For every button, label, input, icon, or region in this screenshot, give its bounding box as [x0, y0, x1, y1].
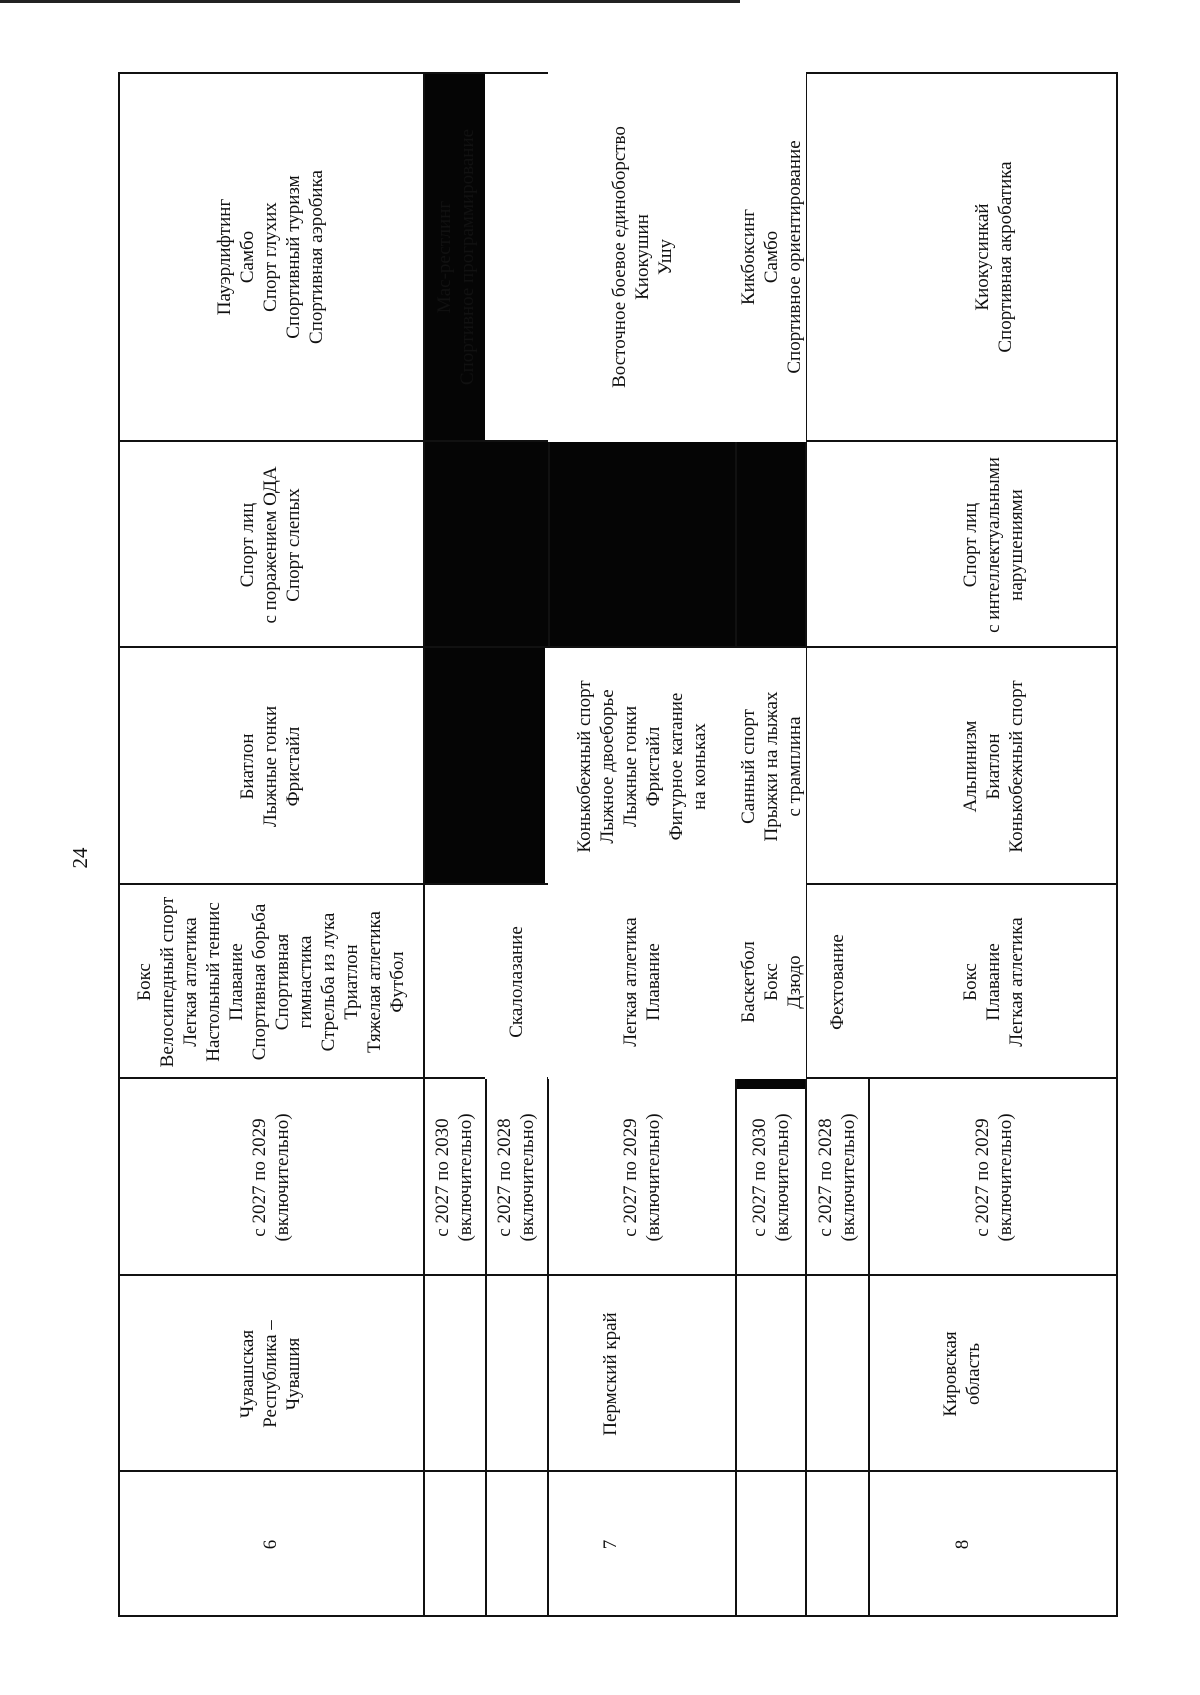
row-number: 8	[951, 1539, 973, 1550]
redaction-block	[488, 442, 548, 648]
adaptive-sports: Спорт лиц с интеллектуальными нарушениями	[960, 457, 1027, 633]
period: с 2027 по 2029 (включительно)	[971, 1113, 1016, 1242]
period: с 2027 по 2030 (включительно)	[432, 1113, 476, 1242]
olympic-winter-sports: Альпинизм Биатлон Конькобежный спорт	[960, 680, 1027, 853]
period: с 2027 по 2029 (включительно)	[620, 1113, 664, 1242]
olympic-summer-sports: Легкая атлетика Плавание	[548, 885, 736, 1079]
adaptive-sports: Спорт лиц с поражением ОДА Спорт слепых	[237, 466, 304, 624]
olympic-summer-sports: Бокс Велосипедный спорт Легкая атлетика Настольный теннис Плавание Спортивная борьба Спортивная гимнастика Стрельба из лука Триатлон Тяжелая атлетика Футбол	[133, 896, 408, 1068]
olympic-winter-sports: Конькобежный спорт Лыжное двоеборье Лыжные гонки Фристайл Фигурное катание на коньках	[548, 648, 736, 885]
sports-table	[118, 72, 1118, 1617]
olympic-winter-sports: Биатлон Лыжные гонки Фристайл	[237, 705, 304, 828]
scan-edge-line	[0, 0, 740, 3]
olympic-summer-sports: Баскетбол Бокс Дзюдо	[736, 885, 806, 1079]
non-olympic-sports: Пауэрлифтинг Самбо Спорт глухих Спортивный туризм Спортивная аэробика	[214, 170, 327, 344]
region-name: Кировская область	[940, 1331, 984, 1417]
non-olympic-sports: Киокусинкай Спортивная акробатика	[971, 161, 1016, 353]
period: с 2027 по 2028 (включительно)	[494, 1113, 538, 1242]
page-number: 24	[68, 847, 92, 869]
non-olympic-sports: Кикбоксинг Самбо Спортивное ориентирование	[736, 72, 806, 442]
olympic-summer-sports: Бокс Плавание Легкая атлетика	[960, 917, 1027, 1047]
period: с 2027 по 2029 (включительно)	[248, 1113, 293, 1242]
olympic-summer-sports: Скалолазание	[485, 885, 547, 1079]
region-name: Пермский край	[599, 1312, 621, 1436]
period: с 2027 по 2028 (включительно)	[815, 1113, 859, 1242]
period: с 2027 по 2030 (включительно)	[749, 1113, 793, 1242]
region-name: Чувашская Республика – Чувашия	[237, 1320, 304, 1428]
olympic-summer-sports: Фехтование	[826, 934, 848, 1030]
non-olympic-sports: Восточное боевое единоборство Киокушин Ушу	[548, 72, 736, 442]
olympic-winter-sports: Санный спорт Прыжки на лыжах с трамплина	[736, 648, 806, 885]
row-number: 7	[599, 1539, 621, 1550]
row-number: 6	[260, 1539, 281, 1550]
non-olympic-sports: Мас-рестлинг Спортивное программирование	[433, 128, 478, 386]
